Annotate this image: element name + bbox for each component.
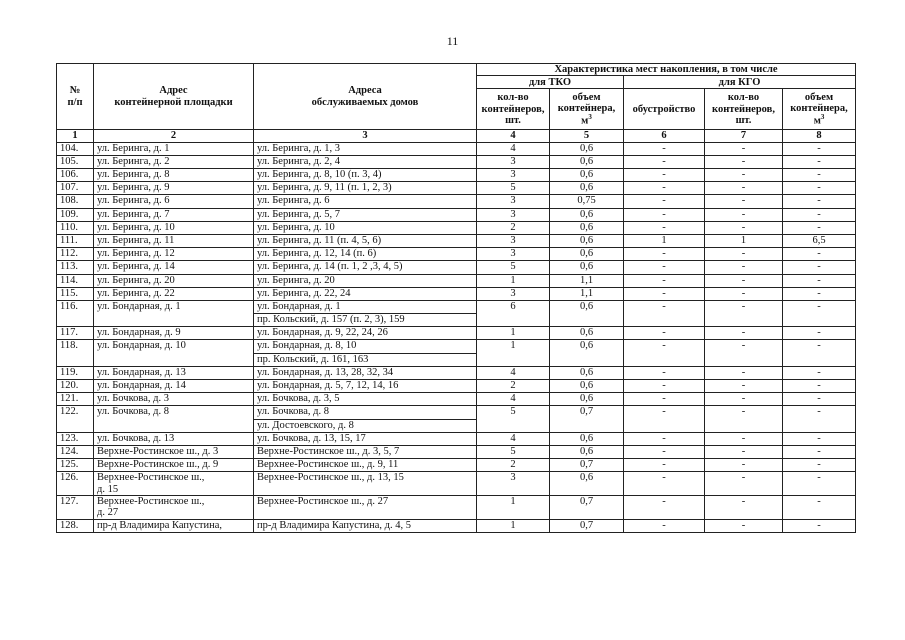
row-number: 120.	[57, 380, 94, 393]
kgo-equipment: -	[624, 472, 705, 496]
served-address: ул. Бондарная, д. 13, 28, 32, 34	[254, 366, 477, 379]
kgo-volume: -	[783, 327, 856, 340]
kgo-count: -	[705, 459, 783, 472]
tko-count: 3	[477, 208, 550, 221]
kgo-volume: -	[783, 195, 856, 208]
kgo-volume: -	[783, 221, 856, 234]
table-row	[57, 155, 856, 168]
tko-count: 2	[477, 380, 550, 393]
header-kgo-count: кол-во контейнеров, шт.	[705, 89, 783, 130]
table-row	[57, 432, 856, 445]
table-row	[57, 208, 856, 221]
row-number: 111.	[57, 234, 94, 247]
site-address	[94, 432, 254, 445]
site-address	[94, 519, 254, 532]
served-address: ул. Беринга, д. 1, 3	[254, 142, 477, 155]
tko-volume: 0,6	[550, 142, 624, 155]
kgo-equipment: -	[624, 432, 705, 445]
site-address	[94, 380, 254, 393]
row-number: 127.	[57, 496, 94, 520]
kgo-equipment: -	[624, 519, 705, 532]
site-address-line: ул. Бондарная, д. 13	[97, 366, 186, 378]
kgo-volume: -	[783, 208, 856, 221]
served-address: ул. Беринга, д. 20	[254, 274, 477, 287]
tko-volume: 1,1	[550, 274, 624, 287]
tko-count: 3	[477, 195, 550, 208]
kgo-count: -	[705, 182, 783, 195]
row-number: 113.	[57, 261, 94, 274]
site-address-line: ул. Беринга, д. 22	[97, 287, 175, 299]
table-row	[57, 182, 856, 195]
tko-count: 2	[477, 459, 550, 472]
table-row	[57, 142, 856, 155]
kgo-count: -	[705, 393, 783, 406]
site-address-line: ул. Беринга, д. 9	[97, 182, 170, 194]
table-row	[57, 221, 856, 234]
served-address: ул. Достоевского, д. 8	[254, 419, 477, 432]
kgo-count: -	[705, 261, 783, 274]
tko-count: 3	[477, 287, 550, 300]
column-number: 2	[94, 130, 254, 142]
kgo-count: 1	[705, 234, 783, 247]
table-body	[57, 142, 856, 532]
header-kgo: для КГО	[624, 76, 856, 89]
site-address	[94, 287, 254, 300]
tko-count: 5	[477, 445, 550, 458]
header-num: № п/п	[57, 64, 94, 130]
site-address	[94, 208, 254, 221]
site-address	[94, 221, 254, 234]
tko-volume: 0,6	[550, 234, 624, 247]
kgo-equipment: -	[624, 393, 705, 406]
tko-count: 3	[477, 169, 550, 182]
kgo-volume: -	[783, 445, 856, 458]
tko-volume: 0,6	[550, 340, 624, 366]
site-address	[94, 169, 254, 182]
tko-count: 1	[477, 274, 550, 287]
site-address	[94, 340, 254, 366]
kgo-equipment: -	[624, 169, 705, 182]
served-address: ул. Бондарная, д. 5, 7, 12, 14, 16	[254, 380, 477, 393]
kgo-equipment: -	[624, 261, 705, 274]
tko-count: 1	[477, 327, 550, 340]
kgo-count: -	[705, 366, 783, 379]
table-row	[57, 169, 856, 182]
column-number: 6	[624, 130, 705, 142]
served-address: ул. Беринга, д. 10	[254, 221, 477, 234]
kgo-volume: -	[783, 496, 856, 520]
kgo-equipment: -	[624, 195, 705, 208]
kgo-volume: -	[783, 366, 856, 379]
served-address: ул. Беринга, д. 2, 4	[254, 155, 477, 168]
served-address: ул. Бондарная, д. 9, 22, 24, 26	[254, 327, 477, 340]
row-number: 125.	[57, 459, 94, 472]
served-address: Верхнее-Ростинское ш., д. 13, 15	[254, 472, 477, 496]
site-address	[94, 155, 254, 168]
table-row	[57, 393, 856, 406]
served-address: ул. Бочкова, д. 13, 15, 17	[254, 432, 477, 445]
site-address	[94, 261, 254, 274]
site-address-line: ул. Бочкова, д. 8	[97, 406, 169, 418]
site-address	[94, 366, 254, 379]
served-address: ул. Беринга, д. 22, 24	[254, 287, 477, 300]
tko-count: 1	[477, 340, 550, 366]
kgo-equipment: -	[624, 182, 705, 195]
kgo-volume: -	[783, 142, 856, 155]
served-address: пр. Кольский, д. 161, 163	[254, 353, 477, 366]
served-address: ул. Бондарная, д. 8, 10	[254, 340, 477, 353]
kgo-count: -	[705, 300, 783, 326]
table-row	[57, 261, 856, 274]
site-address	[94, 142, 254, 155]
kgo-volume: -	[783, 459, 856, 472]
kgo-count: -	[705, 155, 783, 168]
table-row	[57, 287, 856, 300]
tko-volume: 0,6	[550, 169, 624, 182]
column-number: 8	[783, 130, 856, 142]
served-address: ул. Беринга, д. 5, 7	[254, 208, 477, 221]
header-served: Адреса обслуживаемых домов	[254, 64, 477, 130]
tko-count: 6	[477, 300, 550, 326]
tko-volume: 0,6	[550, 472, 624, 496]
tko-volume: 0,7	[550, 519, 624, 532]
column-number: 4	[477, 130, 550, 142]
tko-volume: 0,75	[550, 195, 624, 208]
tko-count: 2	[477, 221, 550, 234]
kgo-equipment: -	[624, 327, 705, 340]
column-number: 5	[550, 130, 624, 142]
kgo-volume: -	[783, 287, 856, 300]
tko-count: 5	[477, 406, 550, 432]
kgo-count: -	[705, 195, 783, 208]
kgo-equipment: -	[624, 459, 705, 472]
kgo-volume: -	[783, 432, 856, 445]
column-number: 7	[705, 130, 783, 142]
tko-count: 4	[477, 393, 550, 406]
site-address-line: пр-д Владимира Капустина,	[97, 519, 223, 531]
site-address-line: ул. Беринга, д. 2	[97, 155, 170, 167]
site-address	[94, 459, 254, 472]
row-number: 106.	[57, 169, 94, 182]
row-number: 109.	[57, 208, 94, 221]
table-row	[57, 445, 856, 458]
row-number: 122.	[57, 406, 94, 432]
tko-count: 3	[477, 248, 550, 261]
table-row	[57, 327, 856, 340]
kgo-volume: -	[783, 406, 856, 432]
site-address	[94, 195, 254, 208]
kgo-equipment: -	[624, 406, 705, 432]
row-number: 126.	[57, 472, 94, 496]
kgo-count: -	[705, 221, 783, 234]
kgo-count: -	[705, 472, 783, 496]
site-address-line: ул. Беринга, д. 6	[97, 195, 170, 207]
kgo-count: -	[705, 248, 783, 261]
kgo-equipment: -	[624, 340, 705, 366]
tko-volume: 0,6	[550, 261, 624, 274]
tko-volume: 0,6	[550, 366, 624, 379]
kgo-volume: -	[783, 300, 856, 326]
served-address: ул. Беринга, д. 11 (п. 4, 5, 6)	[254, 234, 477, 247]
table-row	[57, 366, 856, 379]
table-row	[57, 274, 856, 287]
site-address	[94, 445, 254, 458]
header-characteristics: Характеристика мест накопления, в том числе	[477, 64, 856, 76]
kgo-volume: -	[783, 519, 856, 532]
kgo-count: -	[705, 169, 783, 182]
site-address-line: д. 27	[97, 507, 119, 519]
table-row	[57, 340, 856, 353]
row-number: 119.	[57, 366, 94, 379]
header-tko-count: кол-во контейнеров, шт.	[477, 89, 550, 130]
kgo-count: -	[705, 432, 783, 445]
kgo-equipment: -	[624, 142, 705, 155]
table-row	[57, 195, 856, 208]
tko-volume: 0,6	[550, 380, 624, 393]
row-number: 123.	[57, 432, 94, 445]
row-number: 108.	[57, 195, 94, 208]
site-address-line: ул. Бондарная, д. 10	[97, 340, 186, 352]
site-address	[94, 274, 254, 287]
site-address-line: Верхне-Ростинское ш., д. 9	[97, 459, 219, 471]
row-number: 128.	[57, 519, 94, 532]
site-address-line: ул. Бондарная, д. 9	[97, 327, 181, 339]
tko-volume: 0,6	[550, 300, 624, 326]
kgo-volume: -	[783, 340, 856, 366]
column-numbers-row	[57, 130, 856, 142]
kgo-volume: -	[783, 182, 856, 195]
kgo-equipment: -	[624, 287, 705, 300]
header-tko: для ТКО	[477, 76, 624, 89]
kgo-count: -	[705, 406, 783, 432]
tko-volume: 0,7	[550, 406, 624, 432]
site-address-line: ул. Бочкова, д. 3	[97, 393, 169, 405]
tko-volume: 0,6	[550, 155, 624, 168]
row-number: 110.	[57, 221, 94, 234]
served-address: ул. Бочкова, д. 8	[254, 406, 477, 419]
served-address: ул. Беринга, д. 12, 14 (п. 6)	[254, 248, 477, 261]
kgo-equipment: -	[624, 380, 705, 393]
served-address: ул. Беринга, д. 14 (п. 1, 2 ,3, 4, 5)	[254, 261, 477, 274]
site-address	[94, 393, 254, 406]
container-sites-table	[56, 63, 856, 533]
table-row	[57, 459, 856, 472]
table-row	[57, 234, 856, 247]
table-row	[57, 380, 856, 393]
tko-count: 3	[477, 155, 550, 168]
tko-volume: 0,7	[550, 459, 624, 472]
tko-volume: 0,6	[550, 445, 624, 458]
header-tko-volume: объем контейнера, $м^3$	[550, 89, 624, 130]
tko-count: 1	[477, 519, 550, 532]
tko-volume: 0,6	[550, 182, 624, 195]
site-address-line: Верхнее-Ростинское ш.,	[97, 472, 205, 484]
kgo-volume: -	[783, 380, 856, 393]
tko-count: 5	[477, 261, 550, 274]
kgo-count: -	[705, 496, 783, 520]
kgo-equipment: -	[624, 445, 705, 458]
tko-volume: 0,6	[550, 327, 624, 340]
site-address-line: ул. Бочкова, д. 13	[97, 432, 175, 444]
tko-count: 5	[477, 182, 550, 195]
row-number: 116.	[57, 300, 94, 326]
header-address: Адрес контейнерной площадки	[94, 64, 254, 130]
tko-count: 4	[477, 366, 550, 379]
site-address-line: ул. Беринга, д. 12	[97, 248, 175, 260]
table-row	[57, 406, 856, 419]
table-row	[57, 472, 856, 496]
page-number: 11	[446, 34, 459, 48]
site-address	[94, 496, 254, 520]
site-address-line: д. 15	[97, 483, 119, 495]
row-number: 104.	[57, 142, 94, 155]
tko-count: 1	[477, 496, 550, 520]
site-address	[94, 182, 254, 195]
column-number: 1	[57, 130, 94, 142]
kgo-count: -	[705, 287, 783, 300]
kgo-equipment: -	[624, 248, 705, 261]
site-address-line: ул. Беринга, д. 11	[97, 234, 175, 246]
header-kgo-volume: объем контейнера, $м^3$	[783, 89, 856, 130]
table-row	[57, 519, 856, 532]
kgo-equipment: -	[624, 208, 705, 221]
kgo-count: -	[705, 340, 783, 366]
kgo-volume: 6,5	[783, 234, 856, 247]
kgo-equipment: -	[624, 221, 705, 234]
site-address	[94, 300, 254, 326]
column-number: 3	[254, 130, 477, 142]
tko-count: 4	[477, 432, 550, 445]
site-address-line: ул. Беринга, д. 14	[97, 261, 175, 273]
kgo-count: -	[705, 142, 783, 155]
kgo-equipment: -	[624, 366, 705, 379]
site-address-line: ул. Бондарная, д. 1	[97, 300, 181, 312]
site-address	[94, 406, 254, 432]
table-row	[57, 300, 856, 313]
served-address: Верхнее-Ростинское ш., д. 9, 11	[254, 459, 477, 472]
served-address: ул. Беринга, д. 8, 10 (п. 3, 4)	[254, 169, 477, 182]
served-address: пр. Кольский, д. 157 (п. 2, 3), 159	[254, 314, 477, 327]
site-address	[94, 248, 254, 261]
site-address-line: ул. Беринга, д. 8	[97, 169, 170, 181]
kgo-equipment: -	[624, 496, 705, 520]
site-address-line: ул. Бондарная, д. 14	[97, 380, 186, 392]
tko-volume: 1,1	[550, 287, 624, 300]
served-address: ул. Беринга, д. 6	[254, 195, 477, 208]
served-address: ул. Бондарная, д. 1	[254, 300, 477, 313]
row-number: 115.	[57, 287, 94, 300]
header-kgo-equipment: обустройство	[624, 89, 705, 130]
site-address-line: ул. Беринга, д. 1	[97, 142, 170, 154]
site-address-line: ул. Беринга, д. 7	[97, 208, 170, 220]
tko-volume: 0,6	[550, 393, 624, 406]
row-number: 107.	[57, 182, 94, 195]
kgo-count: -	[705, 380, 783, 393]
served-address: Верхнее-Ростинское ш., д. 27	[254, 496, 477, 520]
kgo-count: -	[705, 208, 783, 221]
table-row	[57, 248, 856, 261]
kgo-volume: -	[783, 472, 856, 496]
site-address-line: ул. Беринга, д. 20	[97, 274, 175, 286]
site-address	[94, 234, 254, 247]
table-row	[57, 496, 856, 520]
kgo-volume: -	[783, 155, 856, 168]
tko-volume: 0,7	[550, 496, 624, 520]
tko-volume: 0,6	[550, 208, 624, 221]
site-address	[94, 472, 254, 496]
kgo-count: -	[705, 274, 783, 287]
row-number: 114.	[57, 274, 94, 287]
row-number: 112.	[57, 248, 94, 261]
tko-count: 3	[477, 472, 550, 496]
kgo-count: -	[705, 519, 783, 532]
tko-count: 4	[477, 142, 550, 155]
row-number: 118.	[57, 340, 94, 366]
served-address: пр-д Владимира Капустина, д. 4, 5	[254, 519, 477, 532]
tko-volume: 0,6	[550, 248, 624, 261]
tko-volume: 0,6	[550, 221, 624, 234]
site-address-line: ул. Беринга, д. 10	[97, 221, 175, 233]
row-number: 117.	[57, 327, 94, 340]
kgo-volume: -	[783, 261, 856, 274]
kgo-volume: -	[783, 248, 856, 261]
kgo-volume: -	[783, 274, 856, 287]
served-address: ул. Бочкова, д. 3, 5	[254, 393, 477, 406]
tko-count: 3	[477, 234, 550, 247]
row-number: 124.	[57, 445, 94, 458]
row-number: 105.	[57, 155, 94, 168]
kgo-count: -	[705, 445, 783, 458]
kgo-equipment: -	[624, 300, 705, 326]
kgo-volume: -	[783, 169, 856, 182]
site-address-line: Верхне-Ростинское ш., д. 3	[97, 445, 219, 457]
kgo-equipment: 1	[624, 234, 705, 247]
kgo-equipment: -	[624, 274, 705, 287]
tko-volume: 0,6	[550, 432, 624, 445]
site-address-line: Верхнее-Ростинское ш.,	[97, 496, 205, 507]
kgo-equipment: -	[624, 155, 705, 168]
served-address: ул. Беринга, д. 9, 11 (п. 1, 2, 3)	[254, 182, 477, 195]
kgo-count: -	[705, 327, 783, 340]
site-address	[94, 327, 254, 340]
kgo-volume: -	[783, 393, 856, 406]
row-number: 121.	[57, 393, 94, 406]
served-address: Верхне-Ростинское ш., д. 3, 5, 7	[254, 445, 477, 458]
